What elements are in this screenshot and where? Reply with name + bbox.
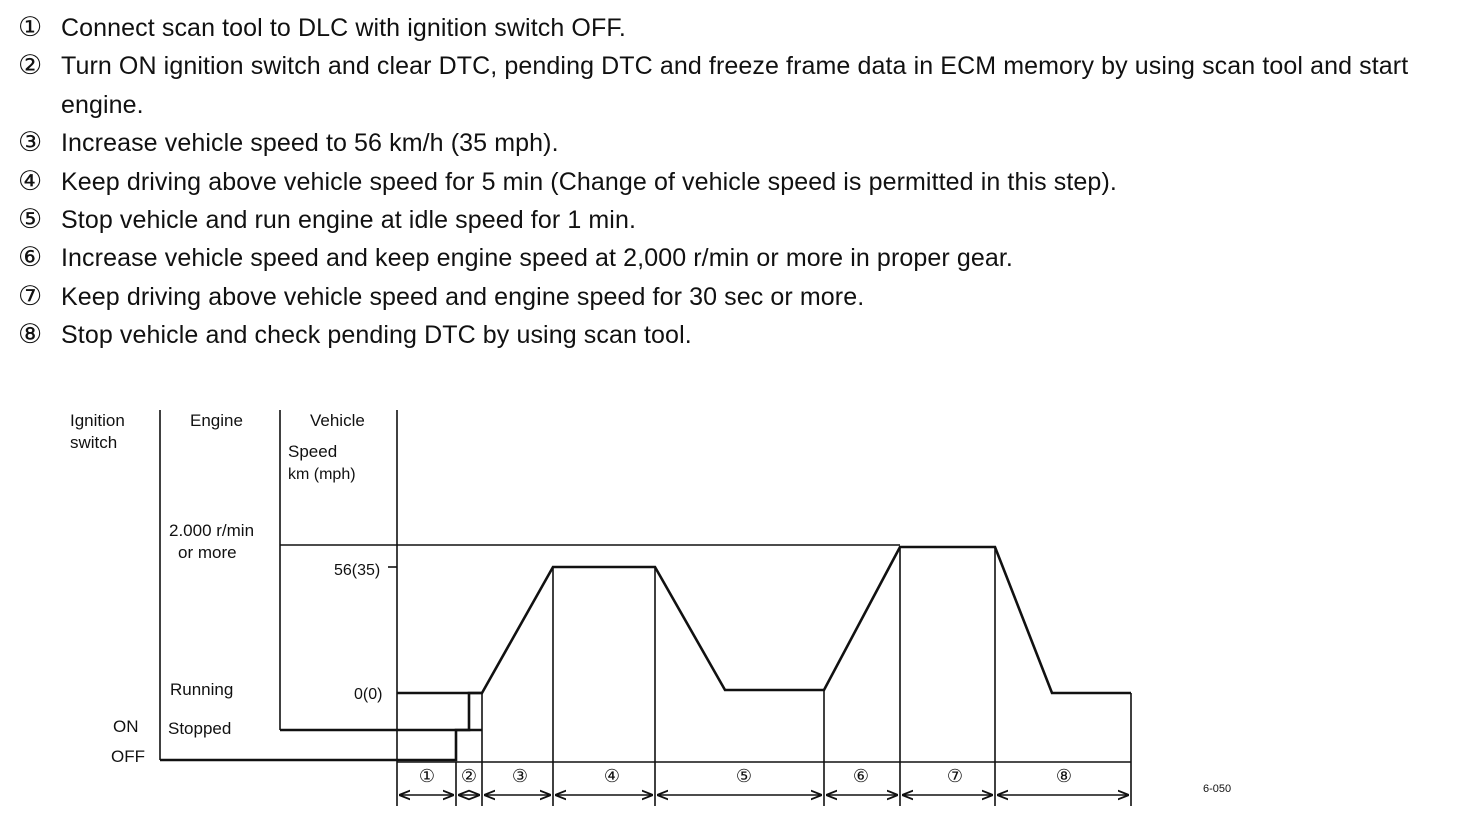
ignition-level-off: OFF	[111, 747, 145, 766]
engine-level-high-line1: 2.000 r/min	[169, 521, 255, 540]
phase-label: ⑤	[735, 766, 753, 787]
speed-tick-0: 0(0)	[354, 686, 383, 703]
phase-label: ⑥	[852, 766, 870, 787]
phase-label: ①	[418, 766, 436, 787]
step-number: ③	[18, 127, 43, 159]
step-number: ②	[18, 50, 43, 82]
step-text: Stop vehicle and run engine at idle speed for 1 min.	[61, 206, 637, 235]
step-text: Increase vehicle speed and keep engine speed at 2,000 r/min or more in proper gear.	[61, 244, 1013, 273]
ignition-header-line2: switch	[70, 433, 118, 452]
phase-label: ②	[460, 766, 478, 787]
speed-header-line1: Speed	[288, 442, 338, 461]
step-text: Stop vehicle and check pending DTC by using scan tool.	[61, 321, 692, 350]
speed-header-line2: km (mph)	[288, 466, 356, 483]
phase-label: ⑦	[946, 766, 964, 787]
engine-header: Engine	[190, 411, 243, 430]
ignition-header-line1: Ignition	[70, 411, 125, 430]
step-number: ④	[18, 165, 43, 197]
step-number: ⑦	[18, 280, 43, 312]
figure-code: 6-050	[1203, 783, 1232, 795]
step-text: Connect scan tool to DLC with ignition switch OFF.	[61, 14, 626, 42]
step-number: ①	[18, 12, 43, 43]
engine-level-high-line2: or more	[178, 543, 237, 562]
engine-level-stopped: Stopped	[168, 719, 232, 738]
step-number: ⑥	[18, 242, 43, 274]
step-text: Increase vehicle speed to 56 km/h (35 mph).	[61, 129, 559, 158]
phase-label: ⑧	[1055, 766, 1073, 787]
speed-tick-56: 56(35)	[334, 562, 381, 579]
phase-label: ④	[603, 766, 621, 787]
step-text: Keep driving above vehicle speed and engine speed for 30 sec or more.	[61, 282, 865, 311]
vehicle-speed-trace	[397, 547, 1131, 693]
step-text: Keep driving above vehicle speed for 5 min (Change of vehicle speed is permitted in this step).	[61, 167, 1117, 196]
step-number: ⑧	[18, 319, 43, 351]
phase-label: ③	[511, 766, 529, 787]
step-number: ⑤	[18, 204, 43, 236]
engine-level-running: Running	[170, 680, 234, 699]
step-text: Turn ON ignition switch and clear DTC, pending DTC and freeze frame data in ECM memory by using scan tool and start engine.	[61, 52, 1409, 119]
vehicle-header: Vehicle	[310, 411, 365, 430]
ignition-level-on: ON	[113, 717, 139, 736]
